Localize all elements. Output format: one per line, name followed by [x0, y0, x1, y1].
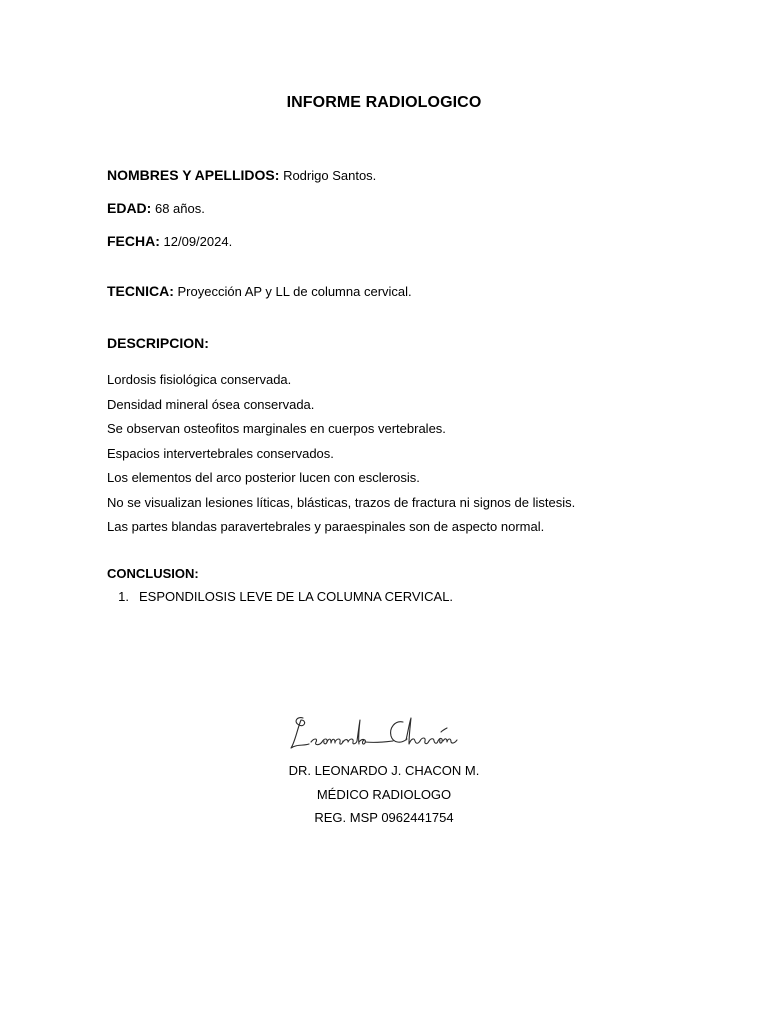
patient-age-value: 68 años.	[154, 201, 205, 216]
description-line: Lordosis fisiológica conservada.	[107, 372, 292, 387]
technique-field	[107, 282, 412, 301]
patient-name-value: Rodrigo Santos.	[283, 168, 377, 183]
description-line: Se observan osteofitos marginales en cuerpos vertebrales.	[107, 421, 446, 436]
doctor-registration: REG. MSP 0962441754	[314, 810, 454, 825]
handwritten-signature	[285, 708, 465, 756]
conclusion-heading: CONCLUSION:	[107, 566, 199, 581]
conclusion-item-number: 1.	[118, 589, 129, 604]
description-line: Las partes blandas paravertebrales y paraespinales son de aspecto normal.	[107, 519, 545, 534]
report-title: INFORME RADIOLOGICO	[286, 94, 482, 111]
description-line: Densidad mineral ósea conservada.	[107, 396, 315, 412]
patient-age-label: EDAD:	[107, 200, 152, 216]
description-heading: DESCRIPCION:	[107, 335, 209, 351]
description-line: Espacios intervertebrales conservados.	[107, 445, 334, 461]
patient-age-field	[107, 199, 205, 218]
description-line: No se visualizan lesiones líticas, blásticas, trazos de fractura ni signos de listesis.	[107, 494, 576, 510]
report-date-field	[107, 232, 232, 251]
patient-name-field	[107, 166, 376, 185]
conclusion-item	[107, 588, 453, 606]
description-line: Los elementos del arco posterior lucen con esclerosis.	[107, 470, 420, 485]
report-date-value: 12/09/2024.	[163, 234, 233, 249]
conclusion-list	[107, 588, 453, 606]
technique-value: Proyección AP y LL de columna cervical.	[177, 284, 412, 299]
patient-name-label: NOMBRES Y APELLIDOS:	[107, 167, 280, 183]
doctor-role: MÉDICO RADIOLOGO	[316, 787, 452, 802]
conclusion-item-text: ESPONDILOSIS LEVE DE LA COLUMNA CERVICAL.	[139, 589, 454, 604]
report-date-label: FECHA:	[107, 233, 160, 249]
description-list	[107, 368, 575, 540]
doctor-name: DR. LEONARDO J. CHACON M.	[288, 763, 480, 778]
technique-label: TECNICA:	[107, 283, 174, 299]
